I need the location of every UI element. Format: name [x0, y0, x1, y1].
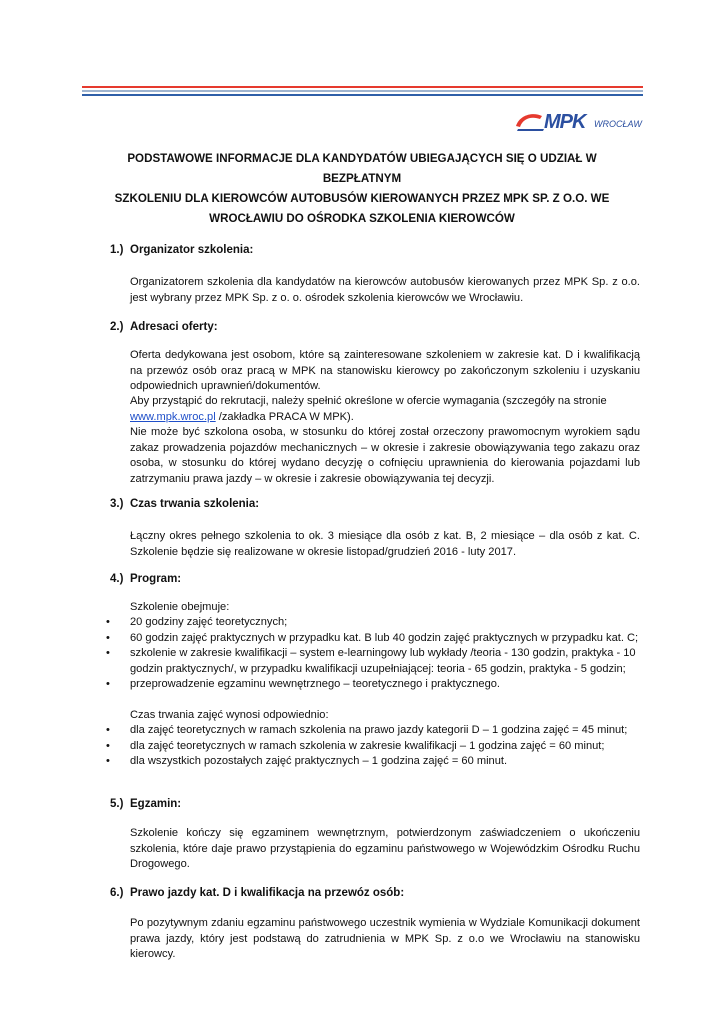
section-6-text: Po pozytywnym zdaniu egzaminu państwowego uczestnik wymienia w Wydziale Komunikacji dokument prawa jazdy, który jest podstawą do zatrudnienia w MPK Sp. z o.o we Wrocławiu na stanowisku kierowcy.	[130, 917, 640, 960]
section-title: Czas trwania szkolenia:	[130, 498, 260, 510]
list-item-text: przeprowadzenie egzaminu wewnętrznego – teoretycznego i praktycznego.	[130, 678, 501, 690]
section-title: Prawo jazdy kat. D i kwalifikacja na przewóz osób:	[130, 887, 405, 899]
list-item-text: dla zajęć teoretycznych w ramach szkolenia w zakresie kwalifikacji – 1 godzina zajęć = 60 minut;	[130, 739, 605, 752]
bullet-icon: •	[106, 755, 110, 767]
section-number: 1.)	[110, 244, 124, 256]
stripe-light-blue	[82, 90, 643, 92]
list-item	[104, 723, 640, 739]
bullet-icon: •	[106, 631, 110, 644]
list-item-text: szkolenie w zakresie kwalifikacji – system e-learningowy lub wykłady /teoria - 130 godzin, praktyka - 10 godzin praktycznych/, w przypadku kwalifikacji uzupełniającej: teoria - 65 godzin, praktyka - 5 godzin;	[130, 647, 636, 675]
header-stripes	[82, 86, 643, 98]
logo-city: WROCŁAW	[594, 119, 642, 129]
list-item	[104, 739, 640, 755]
bullet-icon: •	[106, 724, 110, 736]
mpk-logo-icon	[514, 112, 546, 132]
list-item	[104, 646, 640, 677]
stripe-blue	[82, 94, 643, 96]
p2-text-after: /zakładka PRACA W MPK).	[215, 410, 354, 423]
title-line-2: SZKOLENIU DLA KIEROWCÓW AUTOBUSÓW KIEROWANYCH PRZEZ MPK SP. Z O.O. WE	[114, 192, 610, 205]
section-number: 6.)	[110, 887, 124, 899]
title-line-3: WROCŁAWIU DO OŚRODKA SZKOLENIA KIEROWCÓW	[209, 212, 515, 225]
list-item-text: dla wszystkich pozostałych zajęć praktycznych – 1 godzina zajęć = 60 minut.	[130, 755, 508, 767]
list-item	[104, 615, 640, 631]
section-title: Program:	[130, 573, 182, 585]
list-item	[104, 754, 640, 770]
section-2-paragraph-3: Nie może być szkolona osoba, w stosunku do której został orzeczony prawomocnym wyrokiem sądu zakaz prowadzenia pojazdów mechanicznych – w okresie i zakresie obowiązywania tego zakazu oraz osoba, w stosunku do której wydano decyzję o cofnięciu uprawnienia do kierowania pojazdami lub zatrzymaniu prawa jazdy – w okresie i zakresie obowiązywania tej decyzji.	[130, 426, 640, 485]
list-item	[104, 677, 640, 693]
section-title: Adresaci oferty:	[130, 321, 218, 333]
duration-list	[104, 723, 640, 770]
logo-brand: MPK	[544, 111, 586, 133]
bullet-icon: •	[106, 678, 110, 690]
mpk-logo	[514, 111, 644, 133]
section-1-text: Organizatorem szkolenia dla kandydatów na kierowców autobusów kierowanych przez MPK Sp. z o.o. jest wybrany przez MPK Sp. z o. o. ośrodek szkolenia kierowców we Wrocławiu.	[130, 276, 640, 304]
section-4-intro: Szkolenie obejmuje:	[130, 601, 230, 613]
program-list	[104, 615, 640, 693]
section-4-intro-2: Czas trwania zajęć wynosi odpowiednio:	[130, 709, 329, 721]
p2-text-before: Aby przystąpić do rekrutacji, należy spełnić określone w ofercie wymagania (szczegóły na stronie	[130, 395, 607, 407]
list-item-text: 60 godzin zajęć praktycznych w przypadku kat. B lub 40 godzin zajęć praktycznych w przypadku kat. C;	[130, 631, 639, 644]
document-title	[88, 149, 636, 229]
bullet-icon: •	[106, 647, 110, 659]
section-title: Egzamin:	[130, 798, 182, 810]
section-number: 2.)	[110, 321, 124, 333]
stripe-red	[82, 86, 643, 88]
section-3-text: Łączny okres pełnego szkolenia to ok. 3 miesiące dla osób z kat. B, 2 miesiące – dla osób z kat. C. Szkolenie będzie się realizowane w okresie listopad/grudzień 2016 - luty 2017.	[130, 530, 640, 558]
section-number: 5.)	[110, 798, 124, 810]
list-item-text: 20 godziny zajęć teoretycznych;	[130, 616, 288, 628]
section-2-paragraph-1: Oferta dedykowana jest osobom, które są zainteresowane szkoleniem w zakresie kat. D i kwalifikacją na przewóz osób oraz pracą w MPK na stanowisku kierowcy po zakończonym szkoleniu i uzyskaniu odpowiednich uprawnień/dokumentów.	[130, 349, 640, 392]
section-title: Organizator szkolenia:	[130, 244, 254, 256]
section-number: 4.)	[110, 573, 124, 585]
section-2-paragraph-2	[130, 394, 640, 425]
bullet-icon: •	[106, 616, 110, 628]
mpk-website-link[interactable]: www.mpk.wroc.pl	[130, 410, 216, 423]
section-5-text: Szkolenie kończy się egzaminem wewnętrznym, potwierdzonym zaświadczeniem o ukończeniu szkolenia, które daje prawo przystąpienia do egzaminu państwowego w Wojewódzkim Ośrodku Ruchu Drogowego.	[130, 827, 640, 870]
list-item-text: dla zajęć teoretycznych w ramach szkolenia na prawo jazdy kategorii D – 1 godzina zajęć = 45 minut;	[130, 724, 628, 736]
list-item	[104, 631, 640, 647]
bullet-icon: •	[106, 739, 110, 752]
section-number: 3.)	[110, 498, 124, 510]
title-line-1: PODSTAWOWE INFORMACJE DLA KANDYDATÓW UBIEGAJĄCYCH SIĘ O UDZIAŁ W BEZPŁATNYM	[127, 152, 597, 185]
